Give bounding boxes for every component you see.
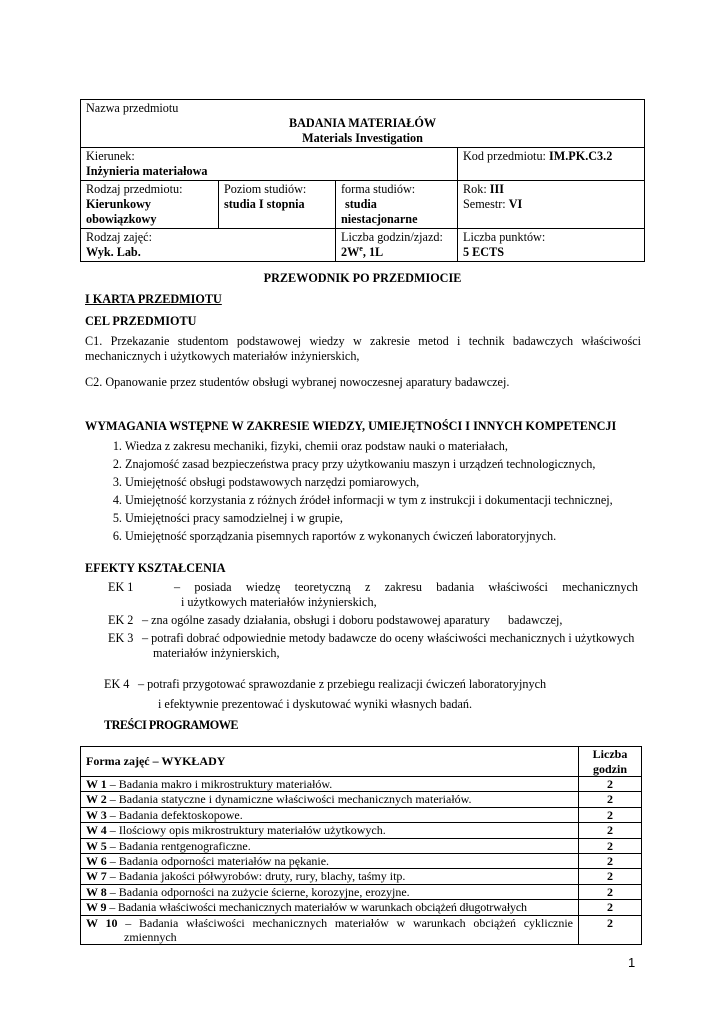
form-value-1: studia [345,197,377,211]
row-hours: 2 [579,869,642,884]
row-text: – Badania odporności na zużycie ścierne, korozyjne, erozyjne. [109,884,410,899]
header-hours-line1: Liczba [592,747,628,762]
row-hours: 2 [579,900,642,915]
year-label: Rok: [463,182,487,196]
row-text-cont: zmiennych [124,930,177,945]
row-code: W 10 [86,915,118,930]
table-row [81,777,642,792]
program-title: TREŚCI PROGRAMOWE [104,718,239,732]
subject-name-en: Materials Investigation [302,131,423,145]
hours-sup: e [359,243,363,253]
table-row [81,884,642,899]
ek3-line2: materiałów inżynierskich, [153,646,280,660]
requirement-item: 5. Umiejętności pracy samodzielnej i w grupie, [125,510,641,528]
row-code: W 2 [86,792,107,807]
table-row [81,869,642,884]
ek4-line2: i efektywnie prezentować i dyskutować wyniki własnych badań. [158,697,473,711]
ek4-line1: – potrafi przygotować sprawozdanie z przebiegu realizacji ćwiczeń laboratoryjnych [138,677,547,691]
ek1-code: EK 1 [108,580,134,594]
guide-title: PRZEWODNIK PO PRZEDMIOCIE [263,271,462,285]
row-code: W 6 [86,854,107,869]
card-title: I KARTA PRZEDMIOTU [85,292,222,306]
header-hours-line2: godzin [592,761,627,776]
row-text: – Badania rentgenograficzne. [109,838,251,853]
goal-c1: C1. Przekazanie studentom podstawowej wiedzy w zakresie metod i technik badawczych właściwości mechanicznych i użytkowych materiałów inżynierskich, [85,334,641,363]
field-label: Kierunek: [86,149,135,163]
ek4-code: EK 4 [104,677,130,691]
effects-title: EFEKTY KSZTAŁCENIA [85,561,226,575]
goal-c2: C2. Opanowanie przez studentów obsługi wybranej nowoczesnej aparatury badawczej. [85,375,510,389]
ek2-line1: – zna ogólne zasady działania, obsługi i doboru podstawowej aparatury [142,613,490,627]
semester-value: VI [508,197,523,211]
course-header-table [80,99,645,262]
requirement-item: 1. Wiedza z zakresu mechaniki, fizyki, chemii oraz podstaw nauki o materiałach, [125,438,641,456]
hours-label: Liczba godzin/zjazd: [341,230,443,244]
classes-value: Wyk. Lab. [86,245,141,259]
row-hours: 2 [579,792,642,807]
field-cell [81,148,458,181]
code-cell [458,148,645,181]
type-value-1: Kierunkowy [86,197,152,211]
ek2-line1b: badawczej, [508,613,563,627]
ek3-code: EK 3 [108,631,134,645]
row-text: – Badania jakości półwyrobów: druty, rury, blachy, taśmy itp. [109,869,406,884]
classes-cell [81,229,336,262]
row-hours: 2 [579,777,642,792]
row-text: – Badania defektoskopowe. [109,807,243,822]
level-value: studia I stopnia [224,197,305,211]
points-cell [458,229,645,262]
subject-cell [81,100,645,148]
row-code: W 1 [86,777,107,791]
hours-value-a: 2W [341,245,360,259]
field-value: Inżynieria materiałowa [86,164,208,178]
type-label: Rodzaj przedmiotu: [86,182,183,196]
form-cell [336,181,458,229]
header-form: Forma zajęć – WYKŁADY [81,747,579,777]
table-row [81,838,642,853]
form-label: forma studiów: [341,182,416,196]
requirement-item: 6. Umiejętność sporządzania pisemnych raportów z wykonanych ćwiczeń laboratoryjnych. [125,528,641,546]
goal-title: CEL PRZEDMIOTU [85,314,197,328]
table-row [81,792,642,807]
row-text: – Badania właściwości mechanicznych materiałów w warunkach obciążeń cyklicznie [125,915,574,930]
requirement-item: 2. Znajomość zasad bezpieczeństwa pracy przy użytkowaniu maszyn i urządzeń technologicznych, [125,456,641,474]
row-code: W 7 [86,869,107,884]
row-text: – Badania właściwości mechanicznych materiałów w warunkach obciążeń długotrwałych [109,900,527,915]
row-hours: 2 [579,884,642,899]
type-value-2: obowiązkowy [86,212,157,226]
row-hours: 2 [579,807,642,822]
level-label: Poziom studiów: [224,182,307,196]
page-number: 1 [628,955,636,970]
type-cell [81,181,219,229]
row-text: – Badania makro i mikrostruktury materiałów. [109,777,333,791]
subject-label: Nazwa przedmiotu [86,101,179,115]
hours-cell [336,229,458,262]
row-hours: 2 [579,915,642,945]
code-label: Kod przedmiotu: [463,149,546,163]
row-code: W 3 [86,807,107,822]
ek1-line2: i użytkowych materiałów inżynierskich, [181,595,377,609]
semester-label: Semestr: [463,197,506,211]
row-code: W 8 [86,884,107,899]
row-hours: 2 [579,838,642,853]
row-text: – Badania odporności materiałów na pękanie. [109,854,330,869]
row-code: W 4 [86,823,107,838]
table-row [81,807,642,822]
code-value: IM.PK.C3.2 [548,149,613,163]
table-row [81,823,642,838]
requirement-item: 4. Umiejętność korzystania z różnych źródeł informacji w tym z instrukcji i dokumentacji technicznej, [125,492,641,510]
row-hours: 2 [579,854,642,869]
table-row [81,900,642,915]
points-value: 5 ECTS [463,245,504,259]
points-label: Liczba punktów: [463,230,546,244]
row-code: W 9 [86,900,107,915]
row-code: W 5 [86,838,107,853]
table-row [81,854,642,869]
level-cell [219,181,336,229]
subject-name-pl: BADANIA MATERIAŁÓW [288,116,437,130]
requirements-title: WYMAGANIA WSTĘPNE W ZAKRESIE WIEDZY, UMIEJĘTNOŚCI I INNYCH KOMPETENCJI [85,419,617,433]
classes-label: Rodzaj zajęć: [86,230,152,244]
table-row [81,915,642,945]
form-value-2: niestacjonarne [341,212,418,226]
ek1-line1: – posiada wiedzę teoretyczną z zakresu badania właściwości mechanicznych [174,580,638,594]
table-header-row [81,747,642,777]
header-hours [579,747,642,777]
year-value: III [489,182,504,196]
year-semester-cell [458,181,645,229]
hours-value-b: , 1L [362,245,384,259]
row-text: – Badania statyczne i dynamiczne właściwości mechanicznych materiałów. [109,792,472,807]
row-text: – Ilościowy opis mikrostruktury materiałów użytkowych. [109,823,386,838]
requirement-item: 3. Umiejętność obsługi podstawowych narzędzi pomiarowych, [125,474,641,492]
row-hours: 2 [579,823,642,838]
ek2-code: EK 2 [108,613,134,627]
ek3-line1: – potrafi dobrać odpowiednie metody badawcze do oceny właściwości mechanicznych i użytkowych [142,631,635,645]
requirements-list [85,438,641,545]
lectures-table [80,746,642,945]
